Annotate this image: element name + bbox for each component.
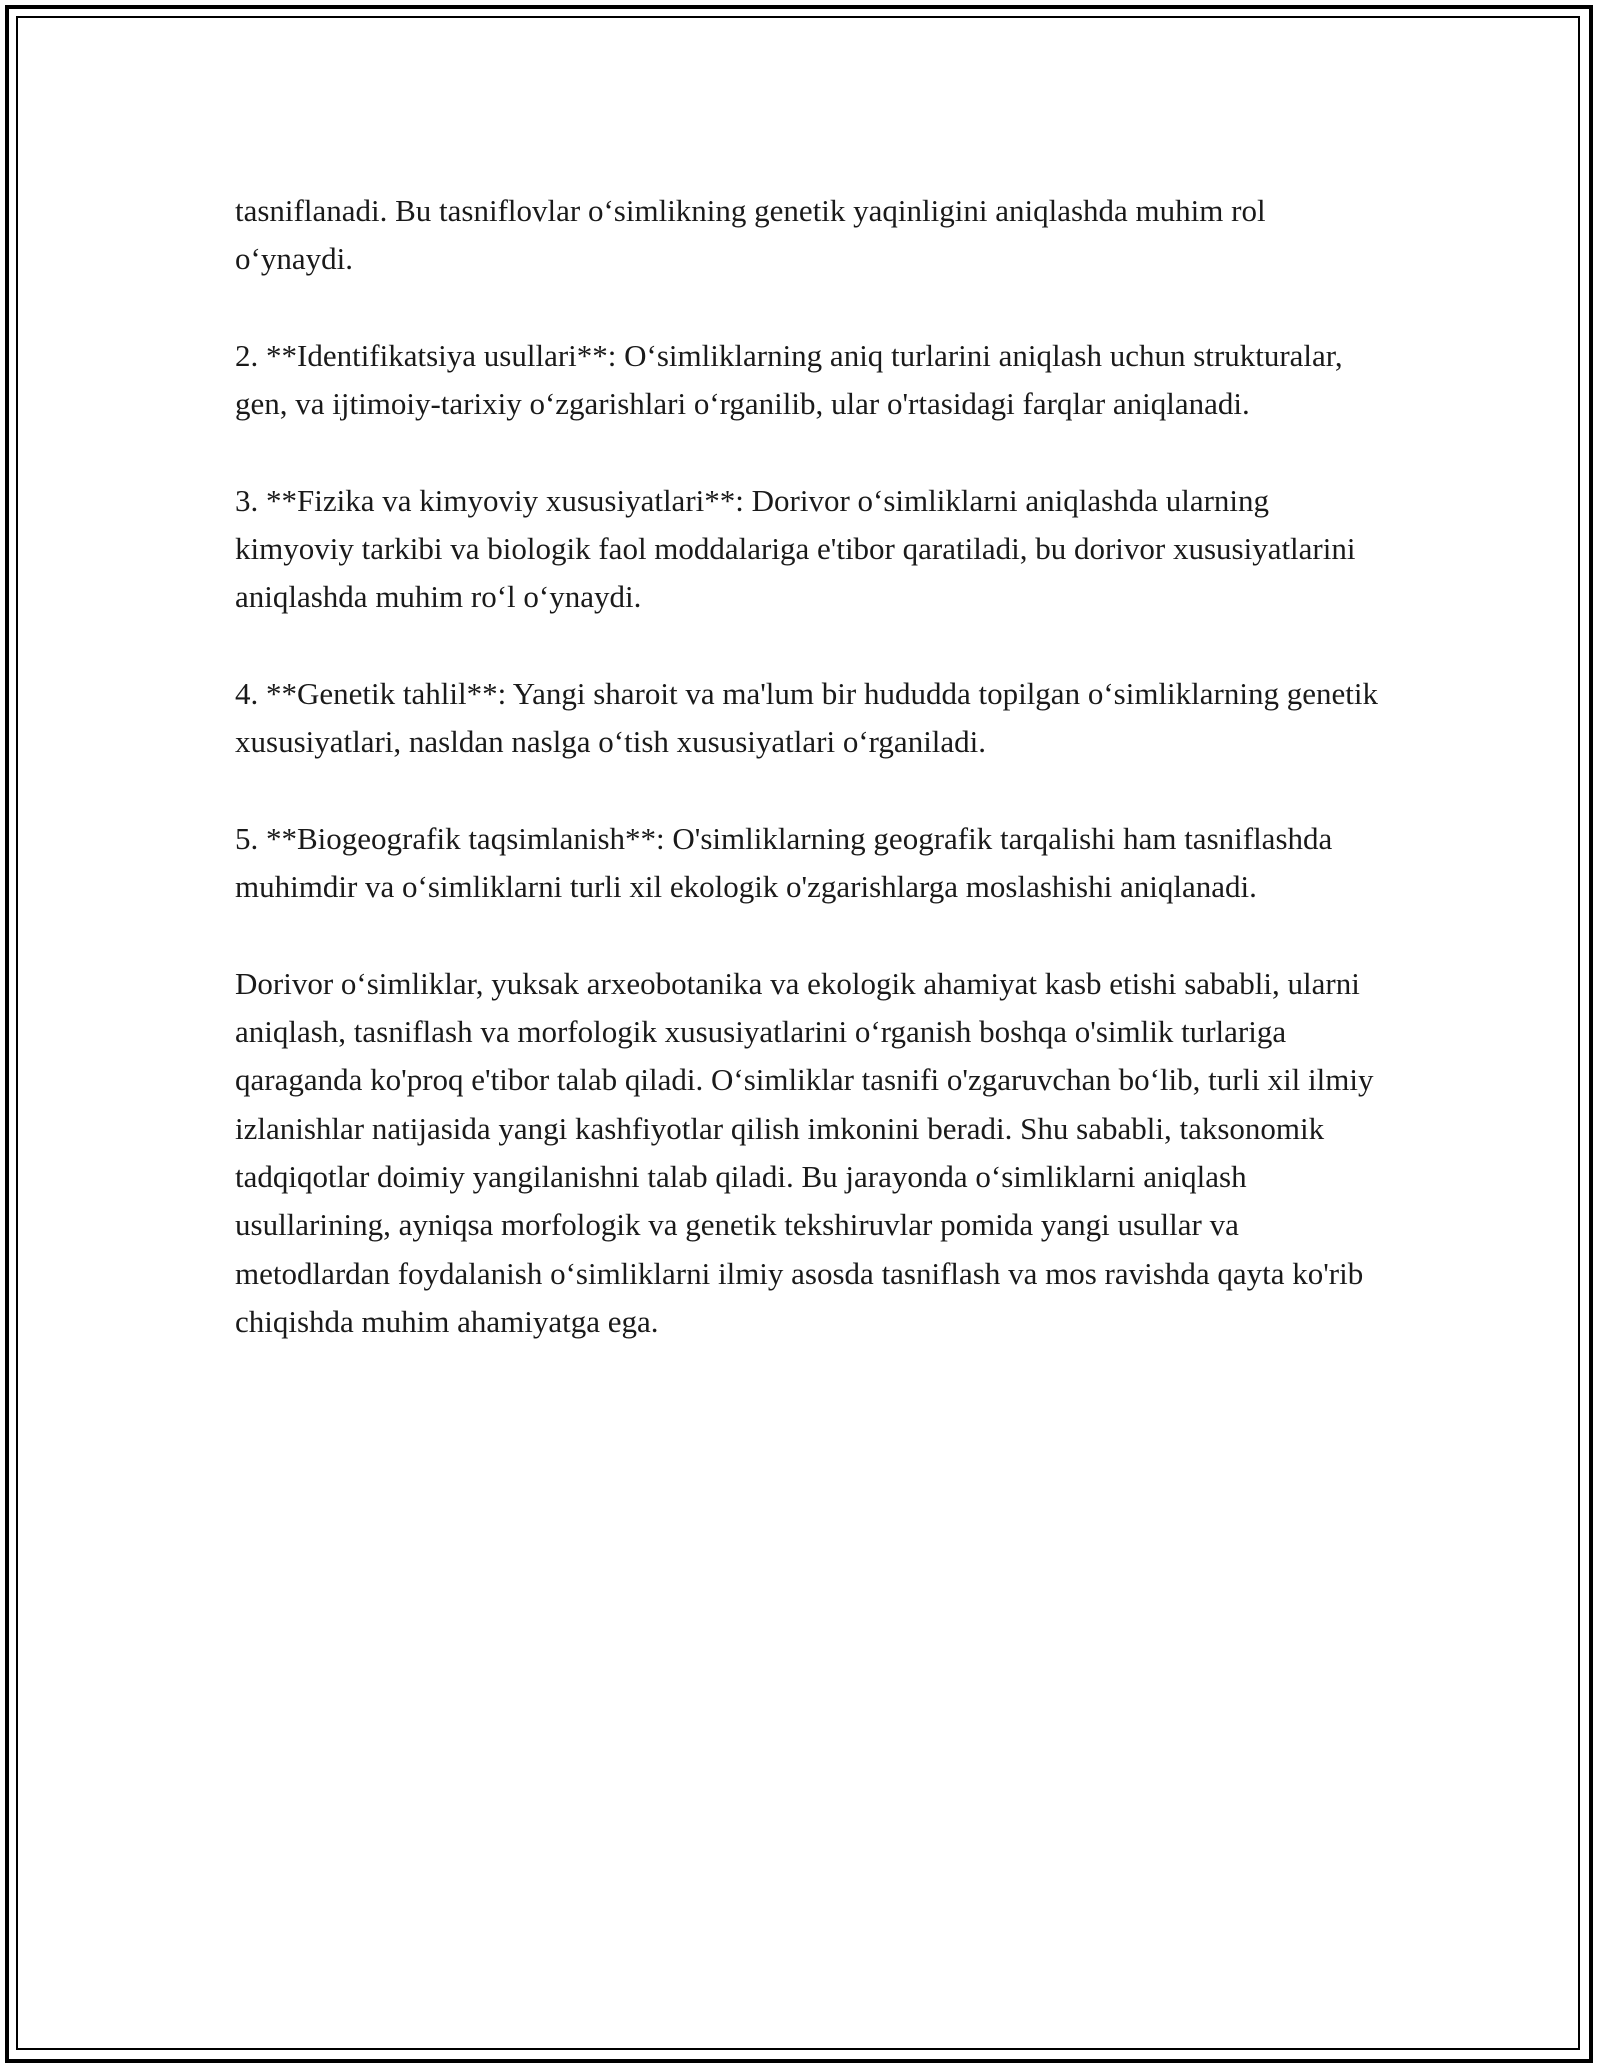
paragraph-continuation: tasniflanadi. Bu tasniflovlar o‘simlikning genetik yaqinligini aniqlashda muhim rol o‘ynaydi. <box>235 193 1266 277</box>
list-item-identification-methods: 2. **Identifikatsiya usullari**: O‘simliklarning aniq turlarini aniqlash uchun strukturalar, gen, va ijtimoiy-tarixiy o‘zgarishlari o‘rganilib, ular o'rtasidagi farqlar aniqlanadi. <box>235 337 1343 422</box>
list-item-biogeographic-distribution: 5. **Biogeografik taqsimlanish**: O'simliklarning geografik tarqalishi ham tasniflashda muhimdir va o‘simliklarni turli xil ekologik o'zgarishlarga moslashishi aniqlanadi. <box>235 820 1333 905</box>
list-item-genetic-analysis: 4. **Genetik tahlil**: Yangi sharoit va ma'lum bir hududda topilgan o‘simliklarning genetik xususiyatlari, nasldan naslga o‘tish xususiyatlari o‘rganiladi. <box>235 675 1378 760</box>
paragraph-conclusion: Dorivor o‘simliklar, yuksak arxeobotanika va ekologik ahamiyat kasb etishi sababli, ularni aniqlash, tasniflash va morfologik xususiyatlarini o‘rganish boshqa o'simlik turlariga qaraganda ko'proq e'tibor talab qiladi. O‘simliklar tasnifi o'zgaruvchan bo‘lib, turli xil ilmiy izlanishlar natijasida yangi kashfiyotlar qilish imkonini beradi. Shu sababli, taksonomik tadqiqotlar doimiy yangilanishni talab qiladi. Bu jarayonda o‘simliklarni aniqlash usullarining, ayniqsa morfologik va genetik tekshiruvlar pomida yangi usullar va metodlardan foydalanish o‘simliklarni ilmiy asosda tasniflash va mos ravishda qayta ko'rib chiqishda muhim ahamiyatga ega. <box>235 965 1374 1339</box>
document-body <box>235 187 1380 1346</box>
list-item-physical-chemical-properties: 3. **Fizika va kimyoviy xususiyatlari**: Dorivor o‘simliklarni aniqlashda ularning kimyoviy tarkibi va biologik faol moddalariga e'tibor qaratiladi, bu dorivor xususiyatlarini aniqlashda muhim ro‘l o‘ynaydi. <box>235 482 1356 615</box>
